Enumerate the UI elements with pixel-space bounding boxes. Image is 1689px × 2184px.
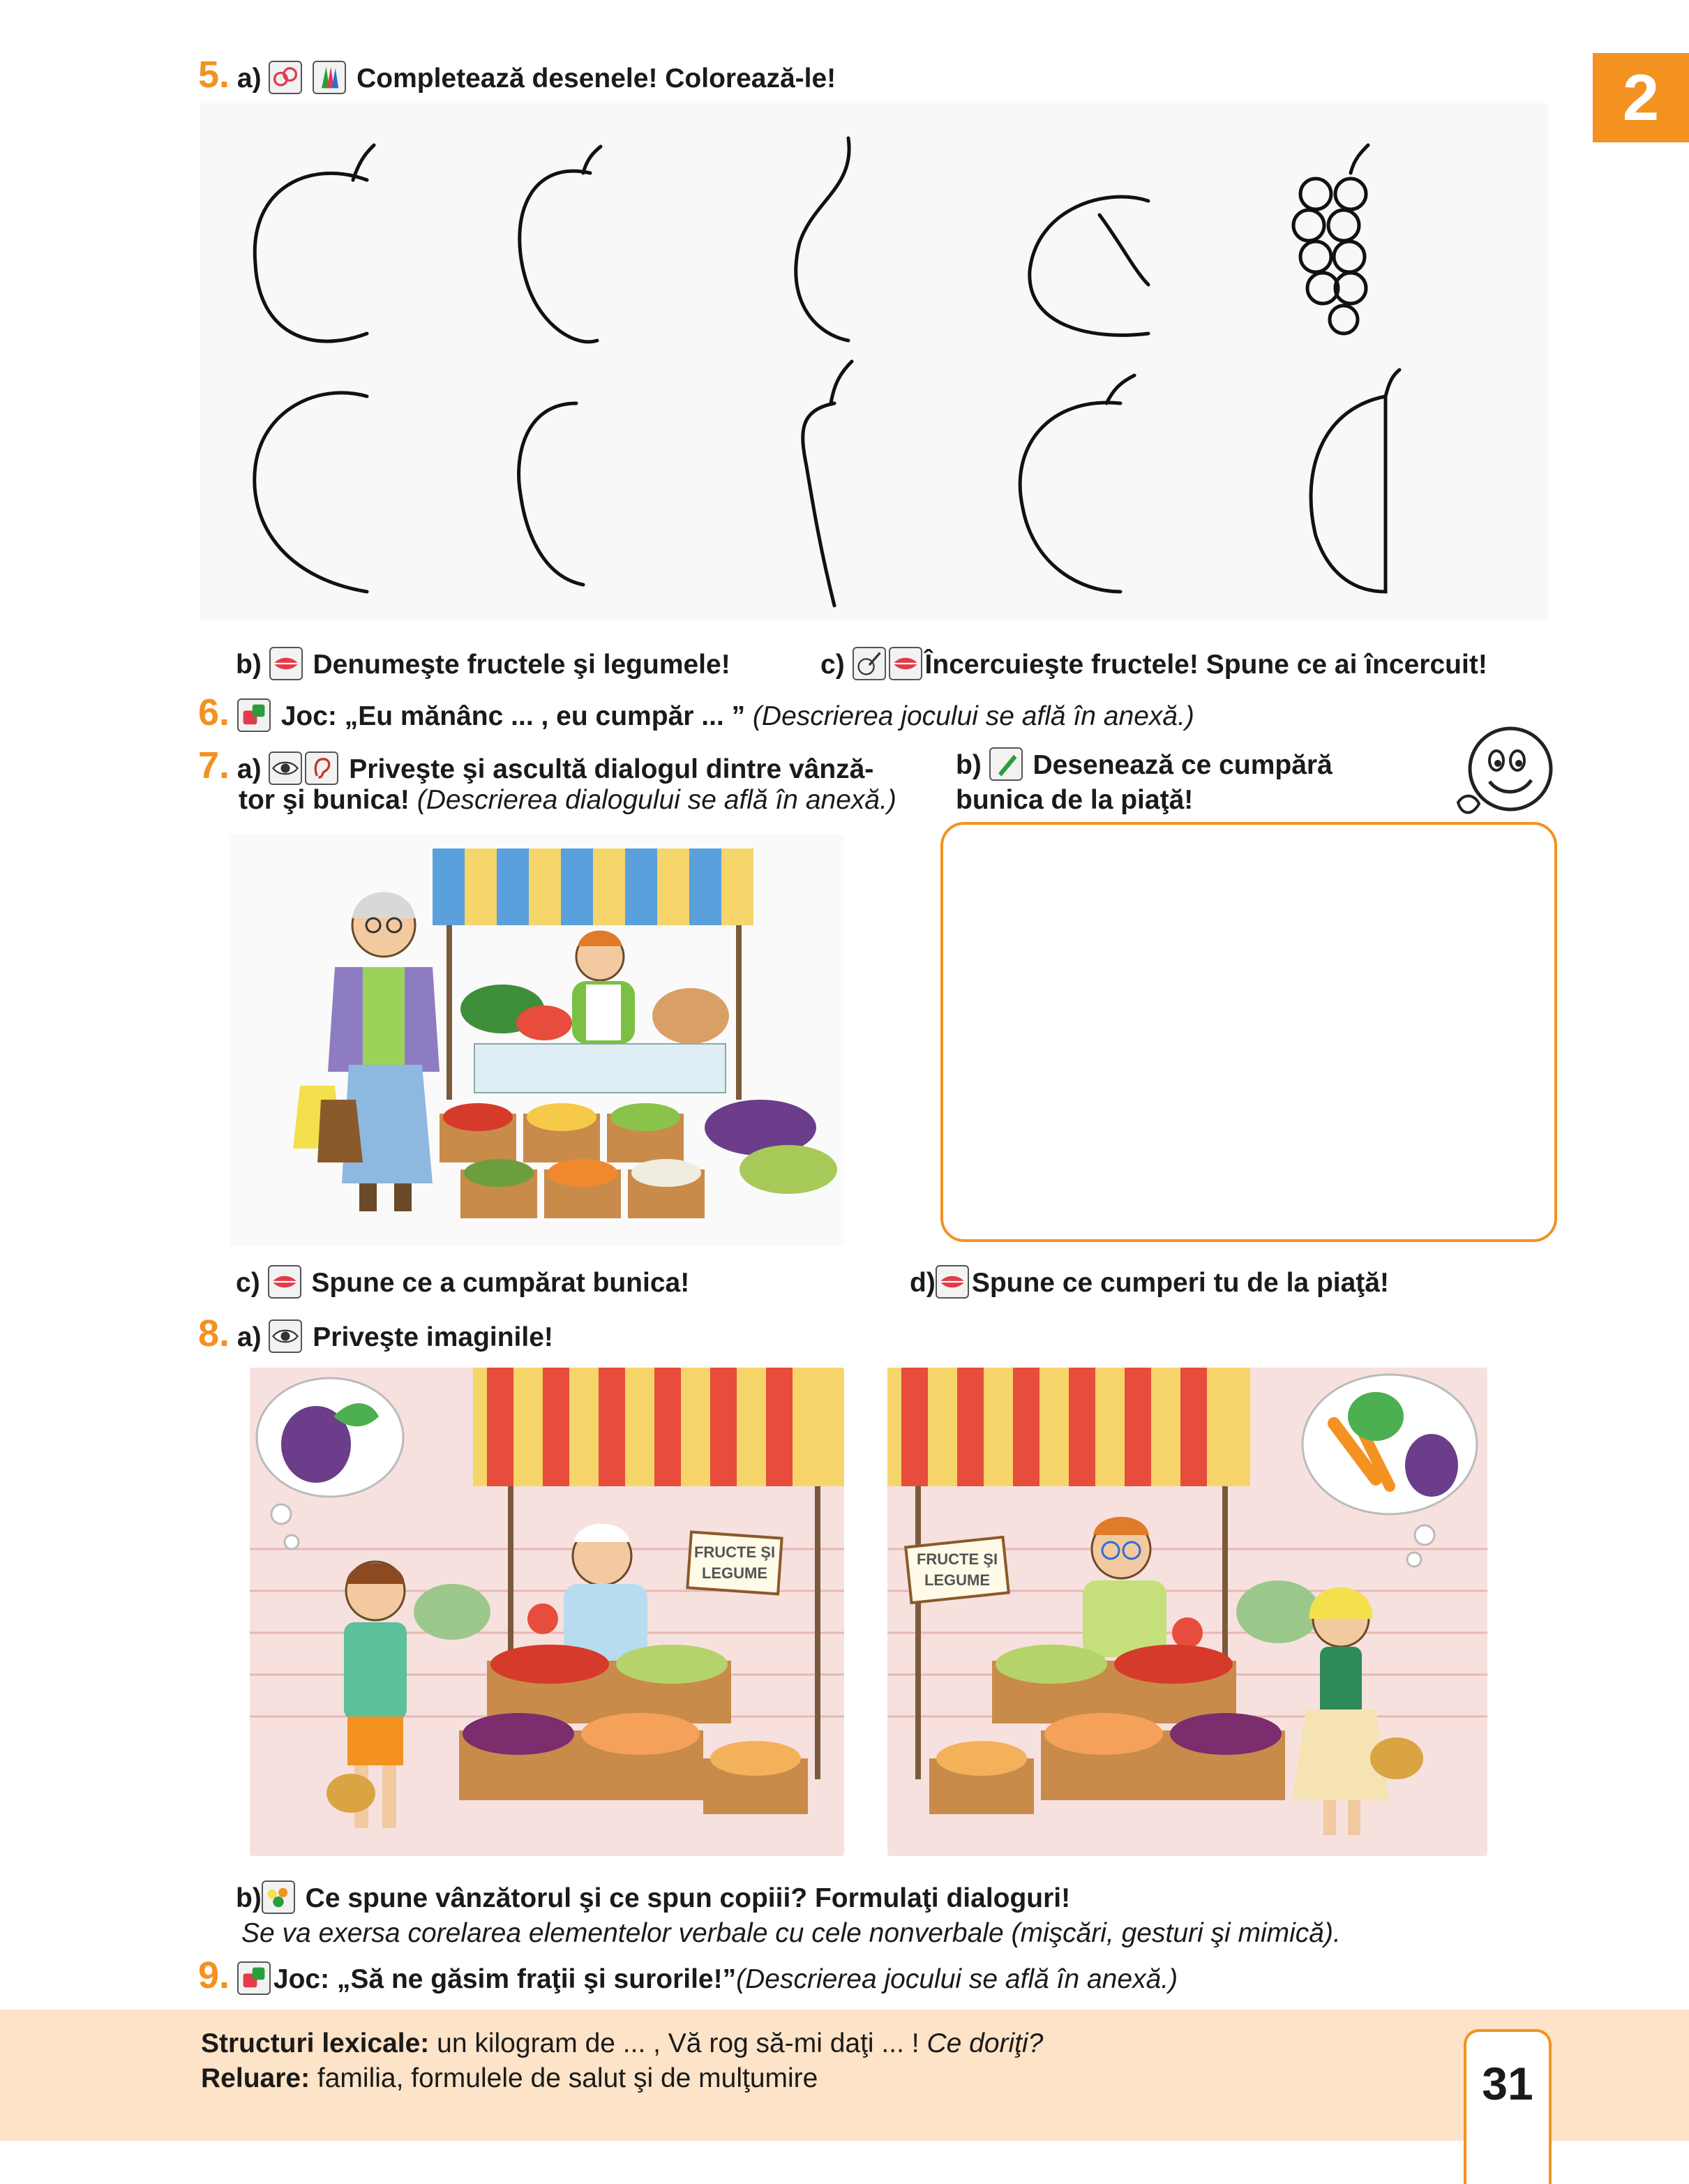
ex7-b-line1: Desenează ce cumpără [1033, 750, 1333, 780]
sign-board [906, 1537, 1009, 1603]
ex7-a-note: (Descrierea dialogului se află în anexă.) [416, 785, 896, 815]
vendor-figure [1083, 1517, 1203, 1657]
exercise-7c [236, 1267, 689, 1301]
boy-figure [326, 1562, 407, 1828]
pepper-stem [583, 147, 601, 173]
carrot-leaves [831, 361, 852, 403]
exercise-7-number: 7. [198, 745, 230, 786]
crayons-icon [313, 61, 346, 94]
ex7-a-line1: Priveşte şi ascultă dialogul dintre vânză- [349, 754, 874, 784]
reluare-text: familia, formulele de salut şi de mulţumire [317, 2063, 818, 2093]
vendor-figure [527, 1524, 647, 1661]
lettuce-half-outline [255, 393, 367, 592]
exercise-7b [956, 749, 1333, 784]
cabbage-half-outline [1030, 197, 1148, 335]
tomato-half-outline [1020, 403, 1120, 592]
ex7-d-text: Spune ce cumperi tu de la piaţă! [971, 1268, 1389, 1298]
ear-icon [305, 751, 338, 785]
ex8-a-text: Priveşte imaginile! [313, 1322, 553, 1352]
cabbage-vein [1099, 215, 1148, 285]
boy-market-illustration [250, 1368, 844, 1856]
pepper-half-outline [520, 171, 597, 342]
structuri-text: un kilogram de ... , Vă rog să-mi daţi ... ! [437, 2028, 919, 2058]
plum-stem [1386, 370, 1399, 396]
drawing-answer-box[interactable] [940, 822, 1557, 1242]
exercise-7d [910, 1267, 1389, 1301]
ex9-note: (Descrierea jocului se află în anexă.) [736, 1964, 1178, 1994]
ex9-text: Joc: „Să ne găsim fraţii şi surorile!” [273, 1964, 737, 1994]
grandmother-market-illustration [230, 835, 844, 1246]
ex6-note: (Descrierea jocului se află în anexă.) [752, 701, 1194, 731]
tomato-stem [1106, 375, 1134, 403]
exercise-8a [198, 1312, 553, 1356]
exercise-9 [198, 1954, 1178, 1998]
pear-half-outline [796, 138, 849, 341]
girl-market-illustration [887, 1368, 1487, 1856]
pencil-icon [989, 747, 1023, 781]
sign-board [687, 1532, 781, 1594]
ex7-c-label: c) [236, 1268, 260, 1298]
smiley-mascot [1444, 726, 1556, 823]
exercise-5b [236, 649, 730, 683]
exercise-7a-line2 [239, 784, 896, 816]
reluare-label: Reluare: [201, 2063, 310, 2093]
lips-icon [889, 647, 922, 680]
apple-half-outline [255, 173, 367, 341]
exercise-6 [198, 691, 1194, 735]
structuri-italic: Ce doriţi? [926, 2028, 1044, 2058]
exercise-5c [820, 649, 1487, 683]
ex8-a-label: a) [237, 1322, 262, 1352]
lips-icon [269, 647, 303, 680]
game-dice-icon [237, 1961, 271, 1995]
exercise-7a [198, 745, 874, 788]
ex8-b-text: Ce spune vânzătorul şi ce spun copiii? Formulaţi dialoguri! [305, 1883, 1071, 1913]
ex5-a-text: Completează desenele! Colorează-le! [356, 63, 836, 94]
exercise-6-number: 6. [198, 691, 230, 733]
ex7-b-line2: bunica de la piaţă! [956, 785, 1194, 815]
sign-right-text: FRUCTE ŞI [916, 1550, 998, 1568]
chapter-badge: 2 [1593, 53, 1689, 142]
plum-half-outline [1311, 396, 1386, 592]
ex7-d-label: d) [910, 1268, 936, 1298]
grandmother-figure [293, 892, 440, 1212]
carrot-half-outline [803, 403, 834, 606]
lips-icon [936, 1265, 969, 1299]
ex7-c-text: Spune ce a cumpărat bunica! [311, 1268, 690, 1298]
svg-text:LEGUME: LEGUME [701, 1564, 768, 1582]
ex5-c-text: Încercuieşte fructele! Spune ce ai încercuit! [924, 650, 1487, 680]
ex5-c-label: c) [820, 650, 845, 680]
ex5-b-label: b) [236, 650, 262, 680]
ex8-b-note: Se va exersa corelarea elementelor verbale cu cele nonverbale (mişcări, gesturi şi mimică). [241, 1918, 1341, 1948]
footer-structuri [201, 2028, 1043, 2060]
exercise-7b-line2 [956, 784, 1193, 816]
ex5-a-label: a) [237, 63, 262, 94]
puzzle-icon [269, 61, 302, 94]
lips-icon [268, 1265, 301, 1299]
thought-bubble-vegetables [1303, 1375, 1477, 1566]
footer-reluare [201, 2063, 818, 2095]
cauliflower-half-outline [519, 403, 583, 585]
ex7-a-label: a) [237, 754, 262, 784]
exercise-5-header [198, 54, 836, 97]
produce-crates [440, 1100, 837, 1218]
eye-icon [269, 751, 302, 785]
half-drawings-svg [200, 103, 1547, 620]
grapes-half-outline [1293, 145, 1368, 334]
game-dice-icon [237, 698, 271, 732]
eye-icon [269, 1319, 302, 1353]
page-number: 31 [1464, 2029, 1552, 2184]
group-talk-icon [262, 1880, 295, 1914]
exercise-9-number: 9. [198, 1954, 230, 1996]
exercise-8b [236, 1883, 1070, 1917]
thought-bubble-plum [257, 1378, 403, 1549]
vendor-figure [572, 931, 635, 1045]
exercise-8b-note [241, 1917, 1341, 1950]
ex7-b-label: b) [956, 750, 982, 780]
ex6-text: Joc: „Eu mănânc ... , eu cumpăr ... ” [280, 701, 746, 731]
ex5-b-text: Denumeşte fructele şi legumele! [313, 650, 730, 680]
exercise-8-number: 8. [198, 1312, 230, 1354]
svg-text:LEGUME: LEGUME [924, 1571, 991, 1589]
brush-circle-icon [853, 647, 886, 680]
half-drawings-panel [200, 103, 1547, 620]
ex7-a-line2: tor şi bunica! [239, 785, 410, 815]
sign-left-text: FRUCTE ŞI [693, 1543, 776, 1561]
structuri-label: Structuri lexicale: [201, 2028, 430, 2058]
ex8-b-label: b) [236, 1883, 262, 1913]
apple-stem [353, 145, 374, 180]
exercise-5-number: 5. [198, 54, 230, 96]
